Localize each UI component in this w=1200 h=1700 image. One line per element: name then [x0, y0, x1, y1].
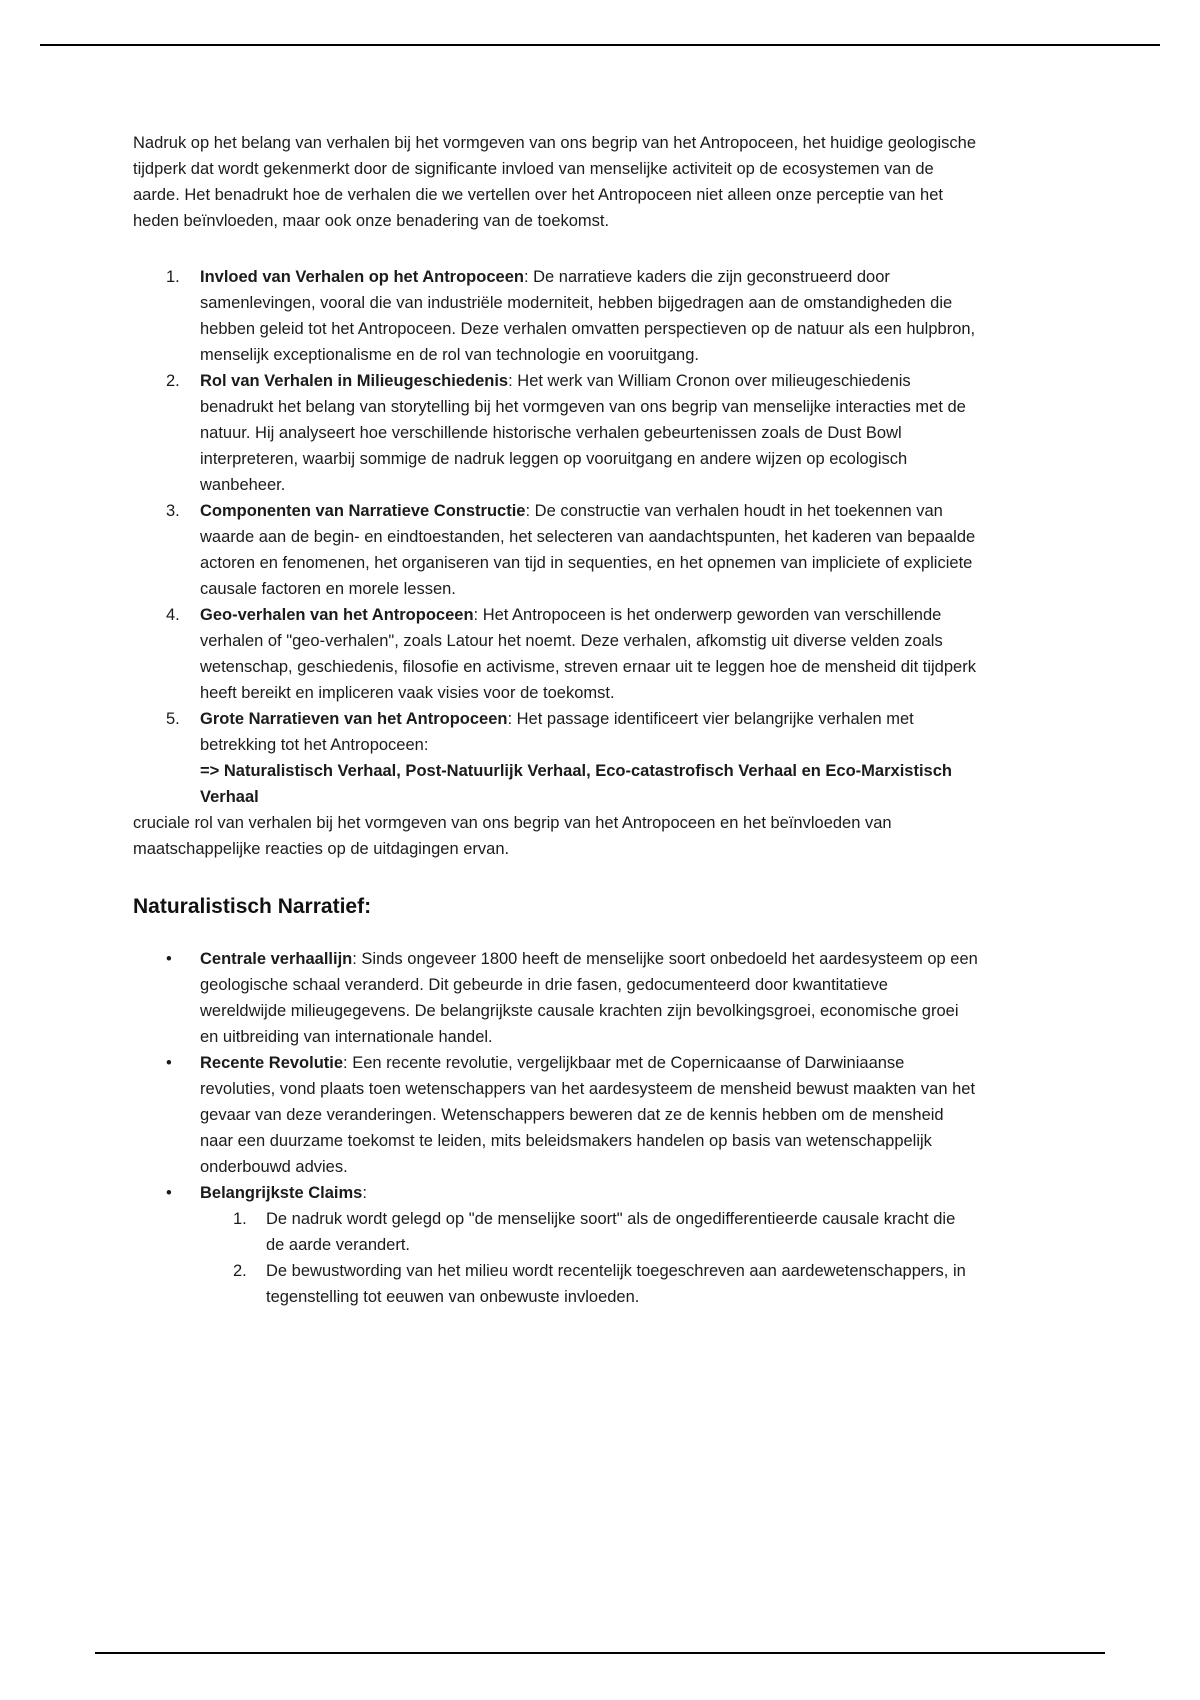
list-item — [133, 602, 978, 706]
sub-list-item — [200, 1258, 978, 1310]
item-title: Centrale verhaallijn — [200, 950, 353, 968]
item-text: : Het passage identificeert vier belangrijke verhalen met betrekking tot het Antropoceen: — [200, 710, 914, 754]
item-title: Componenten van Narratieve Constructie — [200, 502, 526, 520]
item-text: : De constructie van verhalen houdt in het toekennen van waarde aan de begin- en eindtoestanden, het selecteren van aandachtspunten, het kaderen van bepaalde actoren en fenomenen, het organiseren van tijd in sequenties, en het opnemen van impliciete of expliciete causale factoren en morele lessen. — [200, 502, 976, 598]
bullet-item — [133, 946, 978, 1050]
item-title: Recente Revolutie — [200, 1054, 344, 1072]
list-item — [133, 706, 978, 810]
item-title: Geo-verhalen van het Antropoceen — [200, 606, 474, 624]
list-item-body — [200, 602, 978, 706]
bullet-item-body — [200, 1050, 978, 1180]
sub-list-number: 2. — [233, 1262, 247, 1280]
sub-list-number: 1. — [233, 1210, 247, 1228]
numbered-list — [133, 264, 978, 810]
intro-paragraph: Nadruk op het belang van verhalen bij het vormgeven van ons begrip van het Antropoceen, het huidige geologische tijdperk dat wordt gekenmerkt door de significante invloed van menselijke activiteit op de ecosystemen van de aarde. Het benadrukt hoe de verhalen die we vertellen over het Antropoceen niet alleen onze perceptie van het heden beïnvloeden, maar ook onze benadering van de toekomst. — [133, 134, 976, 230]
list-number: 4. — [166, 606, 180, 624]
item-text: : Het Antropoceen is het onderwerp geworden van verschillende verhalen of "geo-verhalen", zoals Latour het noemt. Deze verhalen, afkomstig uit diverse velden zoals wetenschap, geschiedenis, filosofie en activisme, streven ernaar uit te leggen hoe de mensheid dit tijdperk heeft bereikt en impliceren vaak visies voor de toekomst. — [200, 606, 976, 702]
bullet-item-body — [200, 946, 978, 1050]
item-text: : Sinds ongeveer 1800 heeft de menselijke soort onbedoeld het aardesysteem op een geologische schaal veranderd. Dit gebeurde in drie fasen, gedocumenteerd door kwantitatieve wereldwijde milieugegevens. De belangrijkste causale krachten zijn bevolkingsgroei, economische groei en uitbreiding van internationale handel. — [200, 950, 978, 1046]
bullet-item — [133, 1050, 978, 1180]
list-item-body — [200, 498, 978, 602]
item-text: : Het werk van William Cronon over milieugeschiedenis benadrukt het belang van storytelling bij het vormgeven van ons begrip van menselijke interacties met de natuur. Hij analyseert hoe verschillende historische verhalen gebeurtenissen zoals de Dust Bowl interpreteren, waarbij sommige de nadruk leggen op vooruitgang en andere wijzen op ecologisch wanbeheer. — [200, 372, 966, 494]
list-item — [133, 368, 978, 498]
item-title: Grote Narratieven van het Antropoceen — [200, 710, 508, 728]
item-text: : Een recente revolutie, vergelijkbaar met de Copernicaanse of Darwiniaanse revoluties, vond plaats toen wetenschappers van het aardesysteem de mensheid bewust maakten van het gevaar van deze veranderingen. Wetenschappers beweren dat ze de kennis hebben om de mensheid naar een duurzame toekomst te leiden, mits beleidsmakers handelen op basis van wetenschappelijk onderbouwd advies. — [200, 1054, 976, 1176]
sub-item-text: De bewustwording van het milieu wordt recentelijk toegeschreven aan aardewetenschappers, in tegenstelling tot eeuwen van onbewuste invloeden. — [266, 1262, 966, 1306]
item-text: : De narratieve kaders die zijn geconstrueerd door samenlevingen, vooral die van industriële moderniteit, hebben bijgedragen aan de omstandigheden die hebben geleid tot het Antropoceen. Deze verhalen omvatten perspectieven op de natuur als een hulpbron, menselijk exceptionalisme en de rol van technologie en vooruitgang. — [200, 268, 976, 364]
sub-list-item — [200, 1206, 978, 1258]
bullet-item-body — [200, 1180, 978, 1310]
item-title: Rol van Verhalen in Milieugeschiedenis — [200, 372, 509, 390]
bullet-marker: • — [166, 1054, 172, 1072]
section-heading: Naturalistisch Narratief: — [133, 895, 372, 918]
document-body — [133, 130, 978, 1310]
list-item — [133, 264, 978, 368]
list-number: 3. — [166, 502, 180, 520]
list-item — [133, 498, 978, 602]
bullet-list — [133, 946, 978, 1310]
list-item-body — [200, 264, 978, 368]
list-item-body — [200, 706, 978, 810]
list-number: 5. — [166, 710, 180, 728]
bullet-marker: • — [166, 1184, 172, 1202]
item-title: Invloed van Verhalen op het Antropoceen — [200, 268, 524, 286]
closing-paragraph: cruciale rol van verhalen bij het vormgeven van ons begrip van het Antropoceen en het beïnvloeden van maatschappelijke reacties op de uitdagingen ervan. — [133, 814, 892, 858]
bottom-rule — [95, 1652, 1105, 1654]
list-number: 1. — [166, 268, 180, 286]
list-number: 2. — [166, 372, 180, 390]
narratives-highlight-line: => Naturalistisch Verhaal, Post-Natuurlijk Verhaal, Eco-catastrofisch Verhaal en Eco-Marxistisch Verhaal — [200, 762, 952, 806]
list-item-body — [200, 368, 978, 498]
claims-sublist — [200, 1206, 978, 1310]
bullet-marker: • — [166, 950, 172, 968]
sub-item-text: De nadruk wordt gelegd op "de menselijke soort" als de ongedifferentieerde causale kracht die de aarde verandert. — [266, 1210, 956, 1254]
item-text: : — [362, 1184, 367, 1202]
item-title: Belangrijkste Claims — [200, 1184, 363, 1202]
bullet-item — [133, 1180, 978, 1310]
top-rule — [40, 44, 1160, 46]
